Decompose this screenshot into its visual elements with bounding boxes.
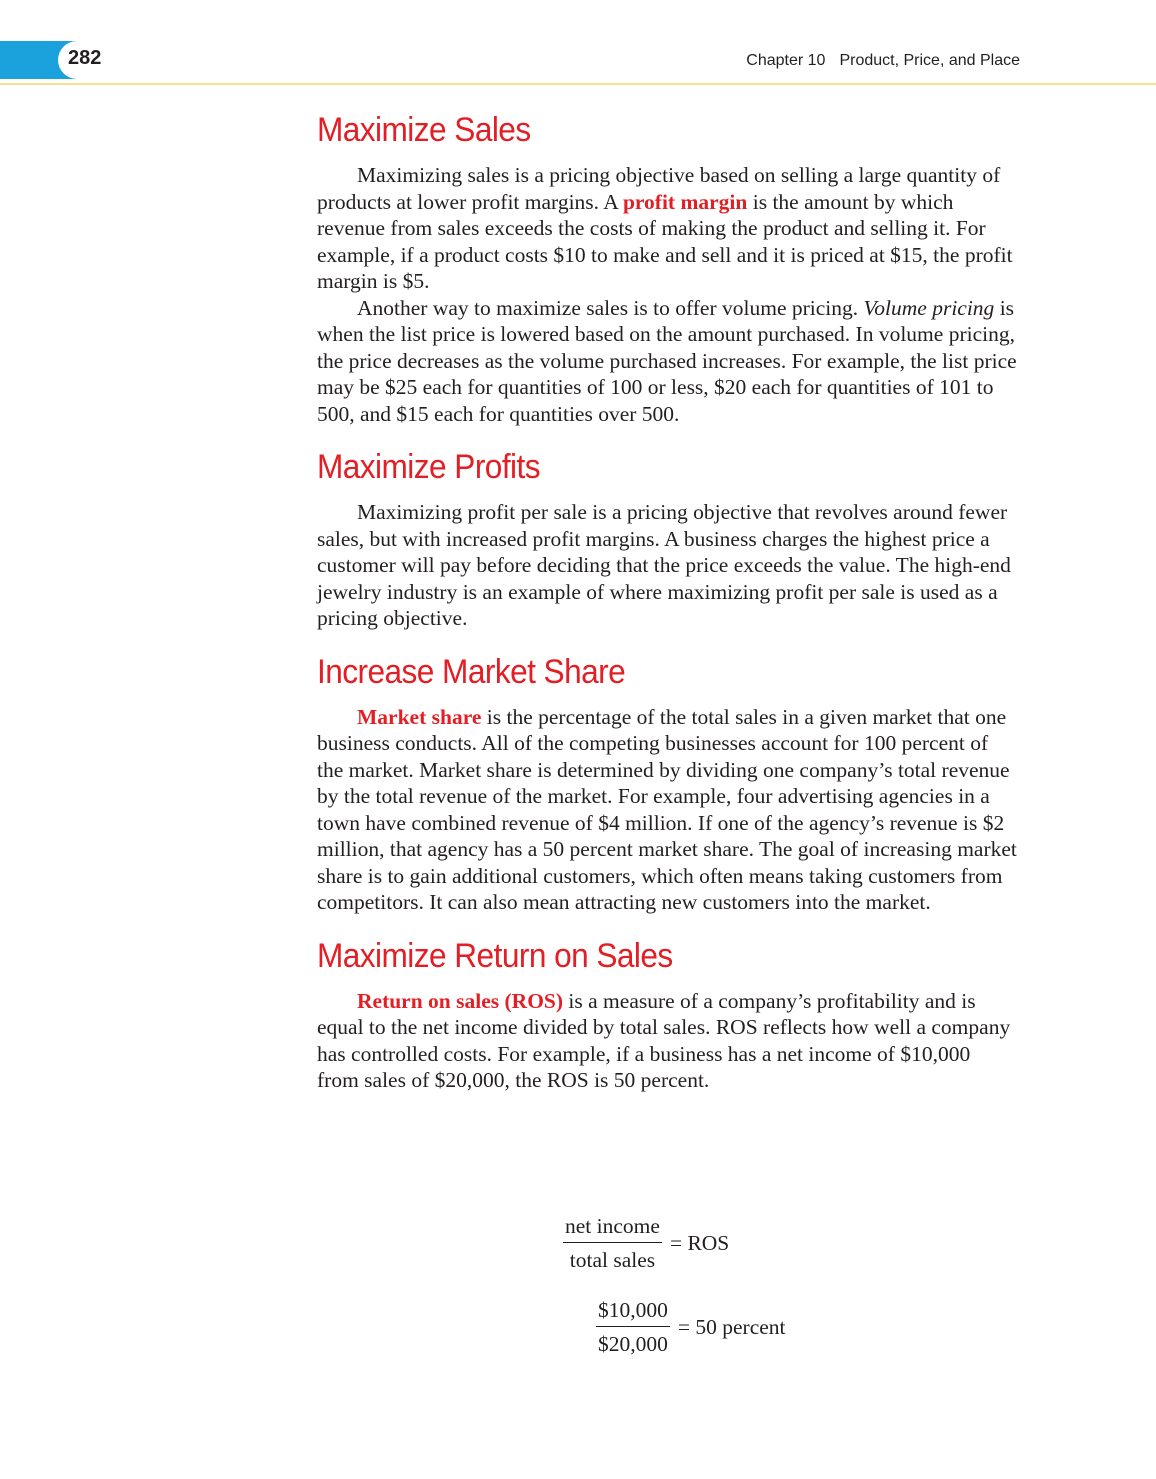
- numerator: $10,000: [596, 1298, 670, 1327]
- text-run: Another way to maximize sales is to offer volume pricing.: [357, 295, 864, 320]
- paragraph: [317, 704, 1017, 916]
- italic-term-volume-pricing: Volume pricing: [863, 295, 995, 320]
- header-rule: [0, 83, 1156, 85]
- key-term-market-share: Market share: [357, 704, 482, 729]
- page-number: 282: [68, 47, 102, 69]
- numerator: net income: [563, 1214, 662, 1243]
- section-heading: Maximize Profits: [317, 448, 540, 486]
- section-maximize-sales: [317, 108, 1017, 427]
- chapter-label: Chapter 10: [746, 52, 826, 69]
- section-heading: Maximize Sales: [317, 111, 531, 149]
- paragraph: Maximizing profit per sale is a pricing objective that revolves around fewer sales, but with increased profit margins. A business charges the highest price a customer will pay before deciding that the price exceeds the value. The high-end jewelry industry is an example of where maximizing profit per sale is used as a pricing objective.: [317, 500, 1011, 630]
- key-term-profit-margin: profit margin: [622, 189, 748, 214]
- text-run: is a measure of a company’s profitability and is equal to the net income divided by total sales. ROS reflects how well a company has controlled costs. For example, if a business has a net income of $10,000 from sales of $20,000, the ROS is 50 percent.: [317, 988, 1011, 1092]
- text-run: is when the list price is lowered based on the amount purchased. In volume pricing, the price decreases as the volume purchased increases. For example, the list price may be $25 each for quantities of 100 or less, $20 each for quantities of 101 to 500, and $15 each for quantities over 500.: [317, 295, 1017, 426]
- paragraph: [317, 988, 1017, 1094]
- denominator: $20,000: [598, 1332, 668, 1356]
- running-head: [746, 52, 1020, 70]
- text-run: is the amount by which revenue from sales exceeds the costs of making the product and selling it. For example, if a product costs $10 to make and sell and it is priced at $15, the profit margin is $5.: [317, 189, 1013, 293]
- section-heading: Maximize Return on Sales: [317, 936, 673, 975]
- page-content: [317, 108, 1017, 1094]
- section-maximize-return-on-sales: [317, 934, 1017, 1094]
- formula-result: = 50 percent: [677, 1314, 786, 1339]
- formula-ros: [563, 1214, 729, 1272]
- text-run: Maximizing sales is a pricing objective based on selling a large quantity of products at lower profit margins. A: [317, 163, 1001, 214]
- section-heading: Increase Market Share: [317, 652, 626, 691]
- formula-ros-example: [596, 1298, 786, 1356]
- section-maximize-profits: [317, 445, 1017, 632]
- fraction: [596, 1298, 670, 1356]
- paragraph: [317, 162, 1017, 295]
- formula-result: = ROS: [669, 1230, 730, 1255]
- key-term-return-on-sales: Return on sales (ROS): [357, 988, 564, 1013]
- text-run: is the percentage of the total sales in a given market that one business conducts. All of the competing businesses account for 100 percent of the market. Market share is determined by dividing one company’s total revenue by the total revenue of the market. For example, four advertising agencies in a town have combined revenue of $4 million. If one of the agency’s revenue is $2 million, that agency has a 50 percent market share. The goal of increasing market share is to gain additional customers, which often means taking customers from competitors. It can also mean attracting new customers into the market.: [317, 704, 1017, 914]
- denominator: total sales: [569, 1248, 656, 1272]
- chapter-title: Product, Price, and Place: [839, 52, 1020, 69]
- paragraph: [317, 295, 1017, 428]
- section-increase-market-share: [317, 650, 1017, 916]
- fraction: [563, 1214, 662, 1272]
